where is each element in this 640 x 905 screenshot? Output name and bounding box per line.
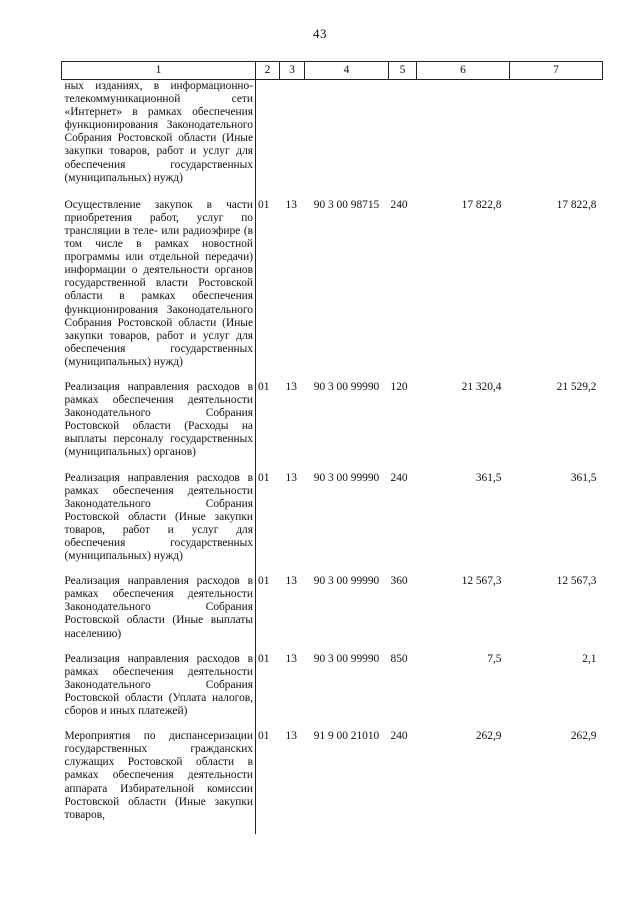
table-body [62,80,603,834]
row-section [256,80,280,199]
row-article: 91 9 00 21010 [313,730,380,743]
row-amount-year1: 17 822,8 [461,198,502,211]
budget-table [61,61,603,834]
row-subsection: 13 [285,730,297,743]
row-description: Реализация направления расходов в рамках обеспечения деятельности Законодательного Собрания Ростовской области (Расходы на выплаты персоналу государственных (муниципальных) органов) [62,381,256,472]
row-amount-year1: 262,9 [475,730,502,743]
row-expense-type: 240 [390,730,408,743]
row-subsection: 13 [285,471,297,484]
row-amount-year2: 17 822,8 [556,198,597,211]
row-description: Реализация направления расходов в рамках обеспечения деятельности Законодательного Собрания Ростовской области (Иные выплаты населению) [62,575,256,652]
row-subsection: 13 [285,652,297,665]
row-article: 90 3 00 99990 [313,471,380,484]
row-section: 01 [258,575,270,588]
column-header-2: 2 [256,62,280,80]
table-row [62,575,603,652]
row-description: Осуществление закупок в части приобретения работ, услуг по трансляции в теле- или радиоэфире (в том числе в рамках новостной программы или отдельной передачи) информации о деятельности органов государственной власти Ростовской области в рамках обеспечения функционирования Законодательного Собрания Ростовской области (Иные закупки товаров, работ и услуг для обеспечения государственных (муниципальных) нужд) [62,199,256,381]
row-subsection: 13 [285,380,297,393]
row-amount-year1: 361,5 [475,471,502,484]
table-row [62,653,603,730]
row-expense-type: 850 [390,652,408,665]
row-amount-year1: 12 567,3 [461,575,502,588]
row-expense-type: 240 [390,471,408,484]
row-subsection [280,80,305,199]
row-section: 01 [258,652,270,665]
row-expense-type: 360 [390,575,408,588]
row-description: ных изданиях, в информационно-телекоммуникационной сети «Интернет» в рамках обеспечения функционирования Законодательного Собрания Ростовской области (Иные закупки товаров, работ и услуг для обеспечения государственных (муниципальных) нужд) [62,80,256,199]
row-amount-year2: 262,9 [570,730,597,743]
table-row [62,730,603,834]
row-amount-year2: 12 567,3 [556,575,597,588]
table-row [62,199,603,381]
page-number: 43 [313,26,327,41]
row-article: 90 3 00 99990 [313,575,380,588]
column-header-1: 1 [62,62,256,80]
column-header-5: 5 [389,62,417,80]
row-subsection: 13 [285,575,297,588]
row-article: 90 3 00 99990 [313,380,380,393]
row-article: 90 3 00 99990 [313,652,380,665]
row-section: 01 [258,198,270,211]
row-description: Мероприятия по диспансеризации государственных гражданских служащих Ростовской области в рамках обеспечения деятельности аппарата Избирательной комиссии Ростовской области (Иные закупки товаров, [62,730,256,834]
row-article [305,80,389,199]
row-amount-year2: 2,1 [582,652,597,665]
column-header-4: 4 [305,62,389,80]
column-header-7: 7 [510,62,603,80]
row-expense-type: 120 [390,380,408,393]
row-article: 90 3 00 98715 [313,198,380,211]
column-header-3: 3 [280,62,305,80]
row-amount-year1 [417,80,510,199]
column-header-6: 6 [417,62,510,80]
row-section: 01 [258,380,270,393]
row-description: Реализация направления расходов в рамках обеспечения деятельности Законодательного Собрания Ростовской области (Иные закупки товаров, работ и услуг для обеспечения государственных (муниципальных) нужд) [62,472,256,576]
row-subsection: 13 [285,198,297,211]
row-amount-year2: 21 529,2 [556,380,597,393]
table-row [62,472,603,576]
row-expense-type: 240 [390,198,408,211]
table-header-row [62,62,603,80]
row-section: 01 [258,730,270,743]
table-row [62,80,603,199]
table-row [62,381,603,472]
row-expense-type [389,80,417,199]
row-amount-year2: 361,5 [570,471,597,484]
row-amount-year1: 7,5 [487,652,502,665]
row-description: Реализация направления расходов в рамках обеспечения деятельности Законодательного Собрания Ростовской области (Уплата налогов, сборов и иных платежей) [62,653,256,730]
row-amount-year1: 21 320,4 [461,380,502,393]
row-amount-year2 [510,80,603,199]
row-section: 01 [258,471,270,484]
